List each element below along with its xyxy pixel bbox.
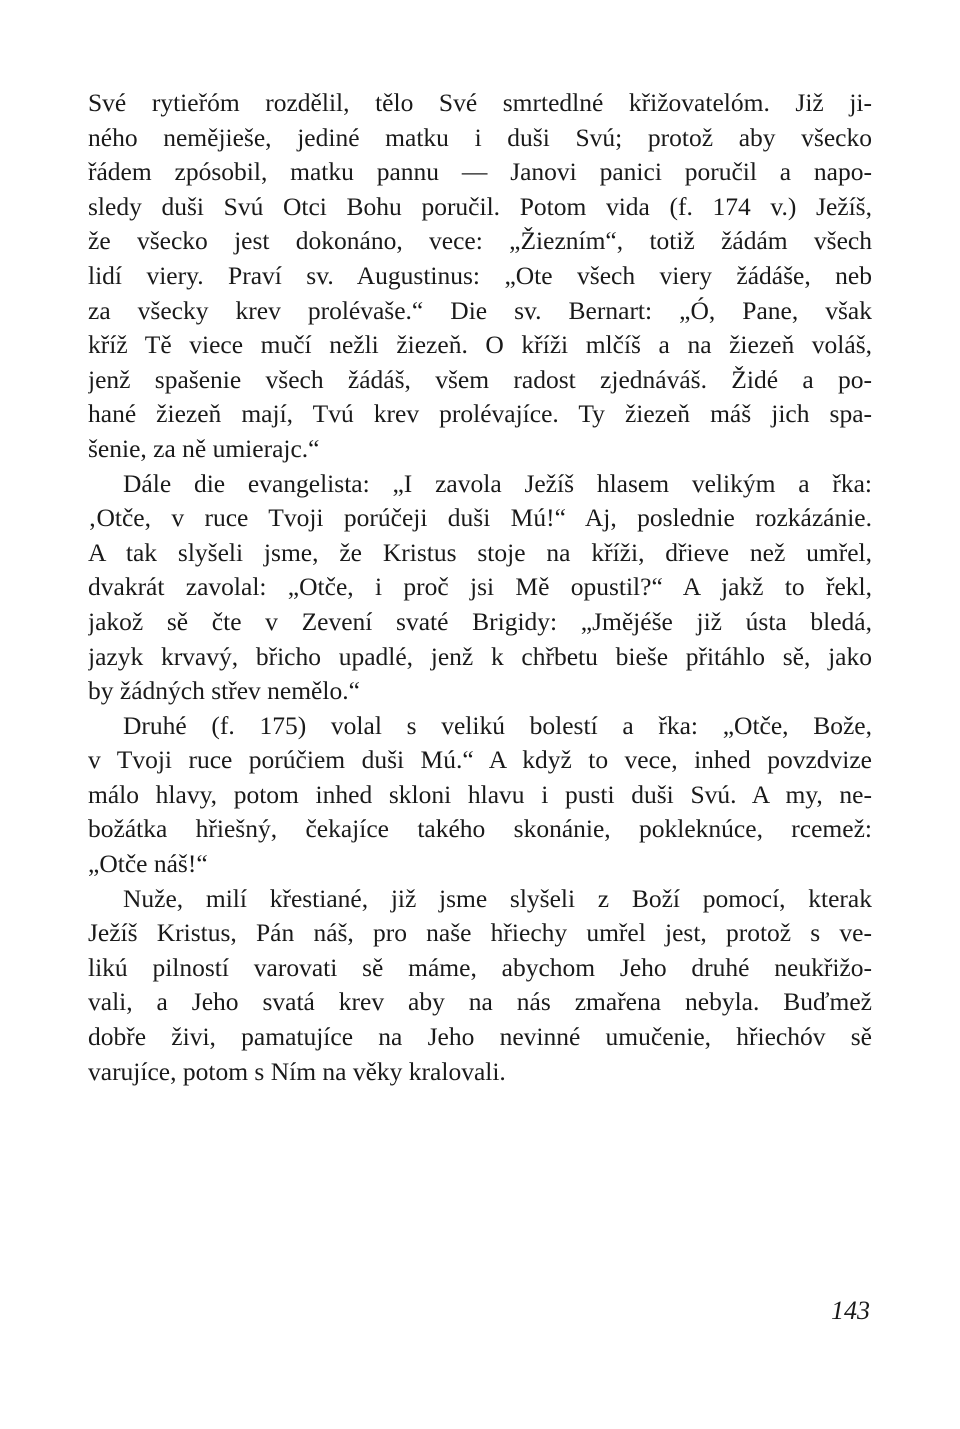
paragraph bbox=[88, 882, 872, 1090]
text-line: sledy duši Svú Otci Bohu poručil. Potom vida (f. 174 v.) Ježíš, bbox=[88, 191, 872, 221]
text-line: dvakrát zavolal: „Otče, i proč jsi Mě opustil?“ A jakž to řekl, bbox=[88, 572, 872, 602]
text-line: varujíce, potom s Ním na věky kralovali. bbox=[88, 1056, 506, 1086]
text-line: Dále die evangelista: „I zavola Ježíš hlasem velikým a řka: bbox=[123, 468, 872, 498]
text-line: že všecko jest dokonáno, vece: „Žiezním“, totiž žádám všech bbox=[88, 226, 872, 256]
paragraph bbox=[88, 709, 872, 882]
text-line: vali, a Jeho svatá krev aby na nás zmařena nebyla. Buďmež bbox=[88, 987, 872, 1017]
text-line: jenž spašenie všech žádáš, všem radost zjednáváš. Židé a po- bbox=[88, 364, 872, 394]
text-line: málo hlavy, potom inhed skloni hlavu i pusti duši Svú. A my, ne- bbox=[88, 779, 872, 809]
text-line: ‚Otče, v ruce Tvoji porúčeji duši Mú!“ Aj, poslednie rozkázánie. bbox=[88, 503, 872, 533]
page-number: 143 bbox=[831, 1296, 870, 1325]
text-line: dobře živi, pamatujíce na Jeho nevinné umučenie, hřiechóv sě bbox=[88, 1022, 872, 1052]
text-line: by žádných střev nemělo.“ bbox=[88, 676, 360, 706]
text-line: šenie, za ně umierajc.“ bbox=[88, 433, 320, 463]
text-line: v Tvoji ruce porúčiem duši Mú.“ A když to vece, inhed povzdvize bbox=[88, 745, 872, 775]
text-line: ného nemějieše, jediné matku i duši Svú; protož aby všecko bbox=[88, 122, 872, 152]
text-line: likú pilností varovati sě máme, abychom Jeho druhé neukřižo- bbox=[88, 952, 872, 982]
text-line: hané žiezeň mají, Tvú krev prolévajíce. Ty žiezeň máš jich spa- bbox=[88, 399, 872, 429]
text-line: lidí viery. Praví sv. Augustinus: „Ote všech viery žádáše, neb bbox=[88, 260, 872, 290]
text-line: jazyk krvavý, břicho upadlé, jenž k chřbetu bieše přitáhlo sě, jako bbox=[88, 641, 872, 671]
text-line: kříž Tě viece mučí nežli žiezeň. O kříži mlčíš a na žiezeň voláš, bbox=[88, 330, 872, 360]
paragraph bbox=[88, 467, 872, 709]
text-line: řádem zpósobil, matku pannu — Janovi panici poručil a napo- bbox=[88, 157, 872, 187]
text-line: Ježíš Kristus, Pán náš, pro naše hřiechy umřel jest, protož s ve- bbox=[88, 918, 872, 948]
text-line: božátka hřiešný, čekajíce takého skonánie, pokleknúce, rcemež: bbox=[88, 814, 872, 844]
text-line: za všecky krev prolévaše.“ Die sv. Bernart: „Ó, Pane, však bbox=[88, 295, 872, 325]
text-line: Druhé (f. 175) volal s velikú bolestí a řka: „Otče, Bože, bbox=[123, 710, 872, 740]
text-line: A tak slyšeli jsme, že Kristus stoje na kříži, dřieve než umřel, bbox=[88, 537, 872, 567]
paragraph bbox=[88, 86, 872, 467]
text-line: „Otče náš!“ bbox=[88, 849, 208, 879]
text-line: Nuže, milí křestiané, již jsme slyšeli z Boží pomocí, kterak bbox=[123, 883, 872, 913]
text-line: jakož sě čte v Zevení svaté Brigidy: „Jmějéše již ústa bledá, bbox=[88, 606, 872, 636]
body-text bbox=[88, 86, 872, 1089]
text-line: Své rytieřóm rozdělil, tělo Své smrtedlné křižovatelóm. Již ji- bbox=[88, 88, 872, 117]
